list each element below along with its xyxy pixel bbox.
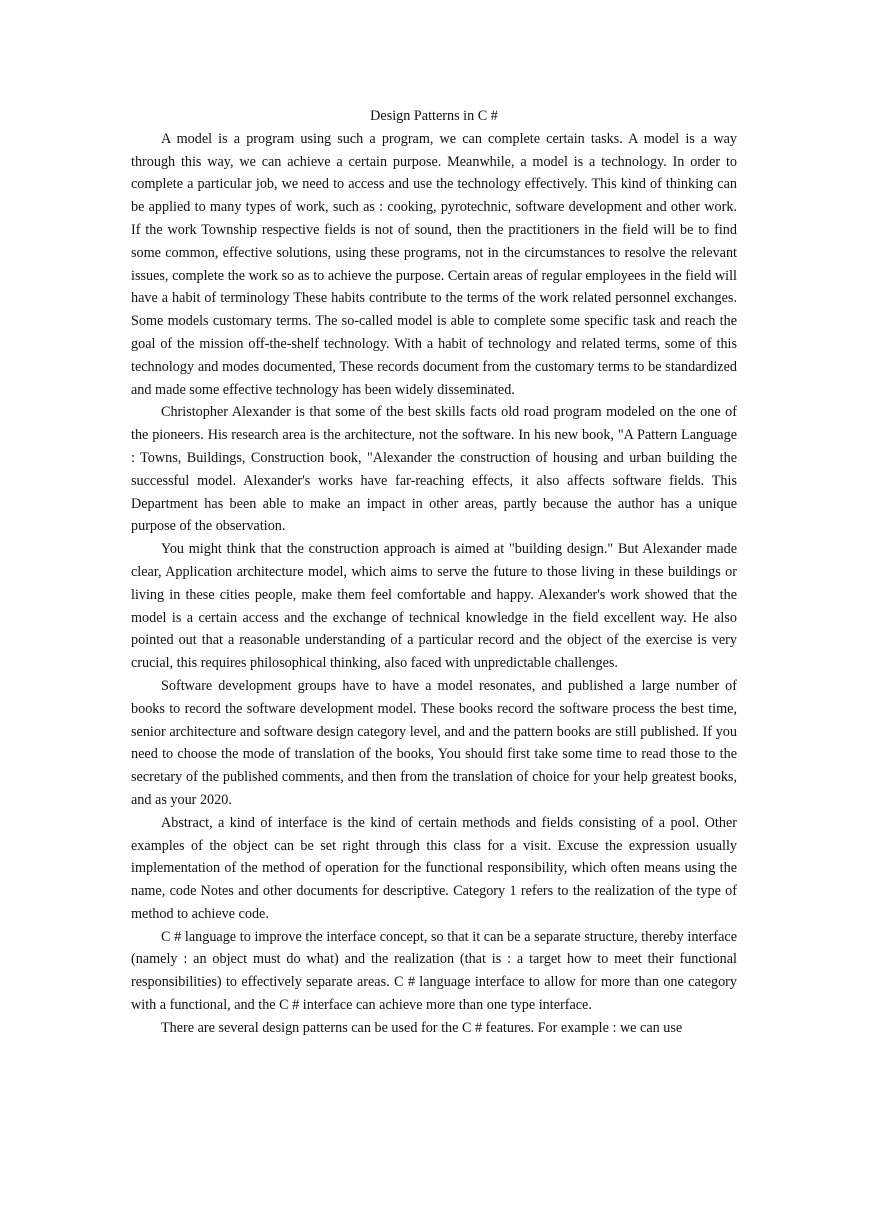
paragraph-7: There are several design patterns can be used for the C # features. For example : we can use — [161, 1019, 683, 1036]
paragraph-4: Software development groups have to have a model resonates, and published a large number of books to record the software development model. These books record the software process the best time, senior architecture and software design category level, and and the pattern books are still published. If you need to choose the mode of translation of the books, You should first take some time to read those to the secretary of the published comments, and then from the translation of choice for your help greatest books, and as your 2020. — [131, 677, 737, 808]
paragraph-6: C # language to improve the interface concept, so that it can be a separate structure, thereby interface (namely : an object must do what) and the realization (that is : a target how to meet their functional responsibilities) to effectively separate areas. C # language interface to allow for more than one category with a functional, and the C # interface can achieve more than one type interface. — [131, 928, 737, 1014]
paragraph-1: A model is a program using such a program, we can complete certain tasks. A model is a way through this way, we can achieve a certain purpose. Meanwhile, a model is a technology. In order to complete a particular job, we need to access and use the technology effectively. This kind of thinking can be applied to many types of work, such as : cooking, pyrotechnic, software development and other work. If the work Township respective fields is not of sound, then the practitioners in the field will be to find some common, effective solutions, using these programs, not in the circumstances to resolve the relevant issues, complete the work so as to achieve the purpose. Certain areas of regular employees in the field will have a habit of terminology These habits contribute to the terms of the work related personnel exchanges. Some models customary terms. The so-called model is able to complete some specific task and reach the goal of the mission off-the-shelf technology. With a habit of technology and related terms, some of this technology and modes documented, These records document from the customary terms to be standardized and made some effective technology has been widely disseminated. — [131, 130, 737, 398]
paragraph-2: Christopher Alexander is that some of the best skills facts old road program modeled on the one of the pioneers. His research area is the architecture, not the software. In his new book, "A Pattern Language : Towns, Buildings, Construction book, "Alexander the construction of housing and urban building the successful model. Alexander's works have far-reaching effects, it also affects software fields. This Department has been able to make an impact in other areas, partly because the author has a unique purpose of the observation. — [131, 404, 737, 535]
document-body — [131, 105, 737, 1040]
paragraph-5: Abstract, a kind of interface is the kind of certain methods and fields consisting of a pool. Other examples of the object can be set right through this class for a visit. Excuse the expression usually implementation of the method of operation for the functional responsibility, which often means using the name, code Notes and other documents for descriptive. Category 1 refers to the realization of the type of method to achieve code. — [131, 814, 737, 922]
paragraph-3: You might think that the construction approach is aimed at "building design." But Alexander made clear, Application architecture model, which aims to serve the future to those living in these buildings or living in these cities people, make them feel comfortable and happy. Alexander's work showed that the model is a certain access and the exchange of technical knowledge in the field excellent way. He also pointed out that a reasonable understanding of a particular record and the object of the exercise is very crucial, this requires philosophical thinking, also faced with unpredictable challenges. — [131, 541, 737, 672]
document-title: Design Patterns in C # — [370, 108, 498, 124]
